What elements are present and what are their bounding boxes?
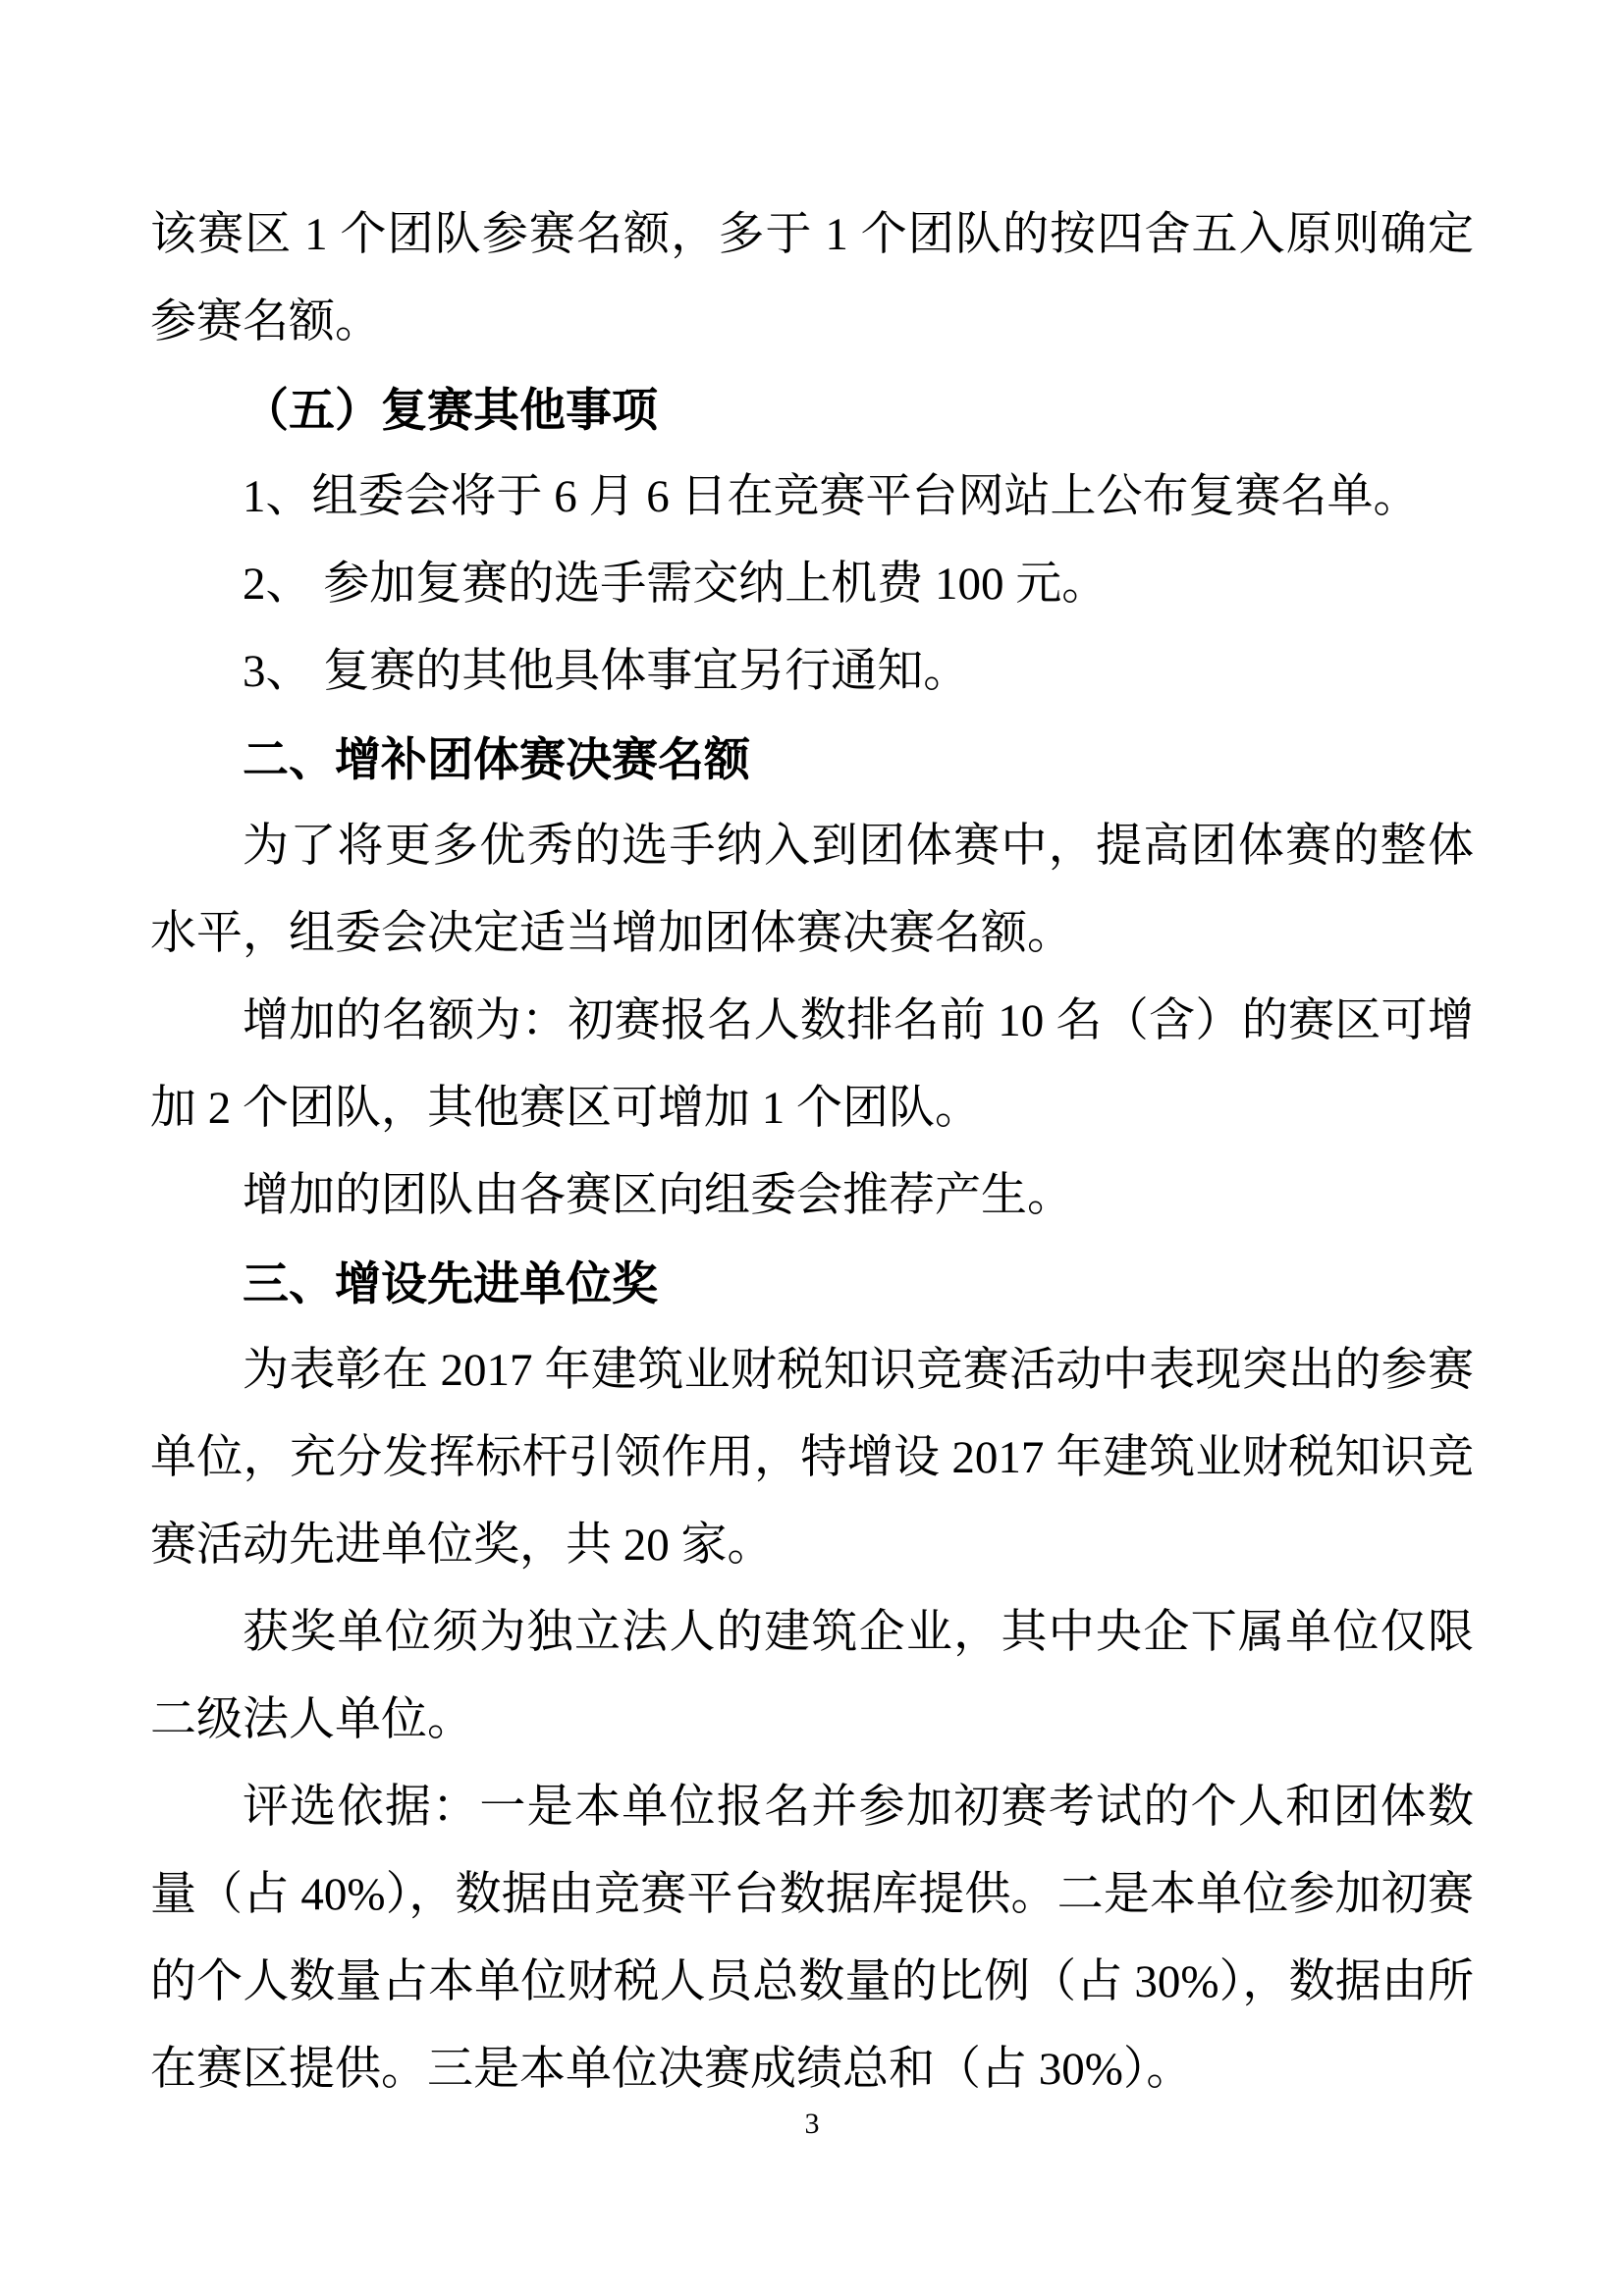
paragraph: 获奖单位须为独立法人的建筑企业，其中央企下属单位仅限二级法人单位。	[150, 1607, 1474, 1745]
paragraph: 1、组委会将于 6 月 6 日在竞赛平台网站上公布复赛名单。	[243, 471, 1420, 522]
section-heading: 三、增设先进单位奖	[243, 1257, 658, 1309]
section-heading: （五）复赛其他事项	[243, 384, 658, 436]
section-heading: 二、增补团体赛决赛名额	[243, 733, 750, 785]
document-body	[150, 191, 1474, 2113]
paragraph: 为了将更多优秀的选手纳入到团体赛中，提高团体赛的整体水平，组委会决定适当增加团体赛决赛名额。	[150, 821, 1474, 959]
paragraph: 该赛区 1 个团队参赛名额，多于 1 个团队的按四舍五入原则确定参赛名额。	[150, 209, 1474, 347]
page-number: 3	[804, 2108, 820, 2140]
paragraph: 增加的名额为：初赛报名人数排名前 10 名（含）的赛区可增加 2 个团队，其他赛区可增加 1 个团队。	[150, 995, 1474, 1134]
paragraph: 为表彰在 2017 年建筑业财税知识竞赛活动中表现突出的参赛单位，充分发挥标杆引领作用，特增设 2017 年建筑业财税知识竞赛活动先进单位奖，共 20 家。	[150, 1345, 1474, 1571]
paragraph: 评选依据：一是本单位报名并参加初赛考试的个人和团体数量（占 40%），数据由竞赛平台数据库提供。二是本单位参加初赛的个人数量占本单位财税人员总数量的比例（占 30%），数据由所在赛区提供。三是本单位决赛成绩总和（占 30%）。	[150, 1782, 1474, 2095]
paragraph: 3、 复赛的其他具体事宜另行通知。	[243, 646, 970, 697]
paragraph: 增加的团队由各赛区向组委会推荐产生。	[243, 1170, 1073, 1221]
paragraph: 2、 参加复赛的选手需交纳上机费 100 元。	[243, 559, 1109, 610]
